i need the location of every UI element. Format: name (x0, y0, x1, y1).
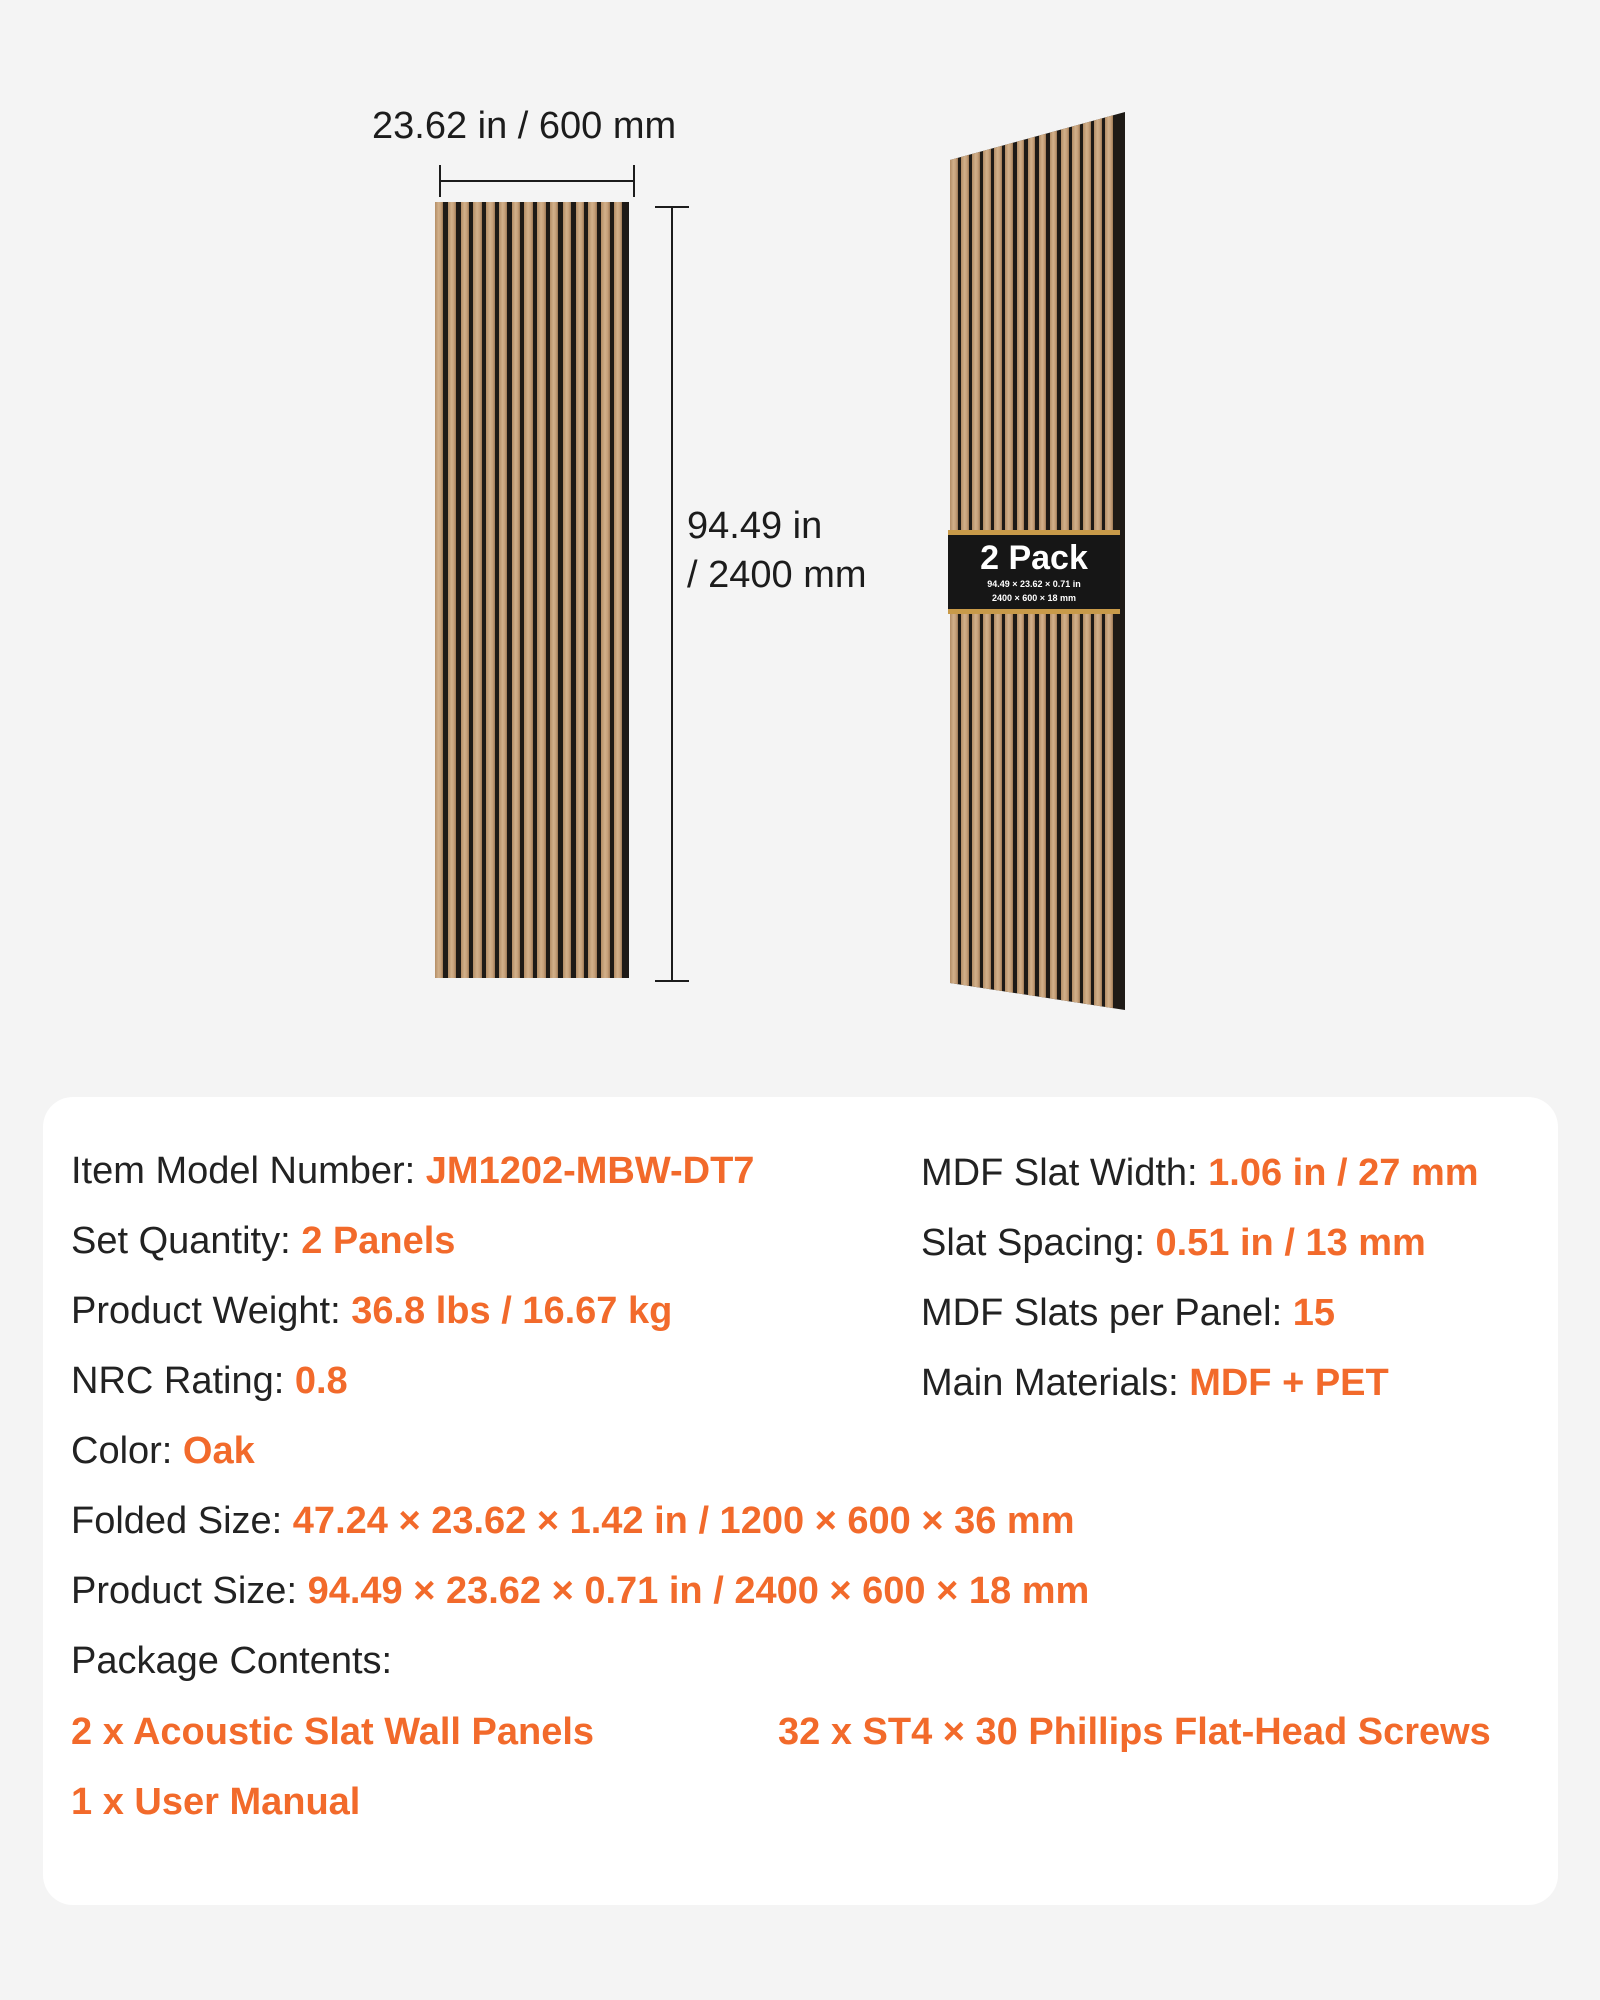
spec-materials (921, 1361, 1389, 1407)
wood-slat (576, 202, 584, 978)
height-label-line1: 94.49 in (687, 505, 823, 547)
spec-card (43, 1097, 1558, 1905)
spec-materials-value: MDF + PET (1189, 1362, 1389, 1404)
wood-slat (486, 202, 494, 978)
spec-folded-size-value: 47.24 × 23.62 × 1.42 in / 1200 × 600 × 36 mm (292, 1500, 1075, 1542)
spec-slat-width-value: 1.06 in / 27 mm (1208, 1152, 1479, 1194)
wood-slat (524, 202, 532, 978)
height-dimension-tick-bottom (655, 980, 689, 982)
front-view-panel-image (435, 202, 629, 978)
spec-slats-per-panel-label: MDF Slats per Panel: (921, 1292, 1293, 1334)
wood-slat (537, 202, 545, 978)
spec-slats-per-panel-value: 15 (1292, 1292, 1335, 1334)
pack-title: 2 Pack (980, 539, 1088, 577)
spec-weight-value: 36.8 lbs / 16.67 kg (351, 1290, 673, 1332)
wood-slat (601, 202, 609, 978)
package-item-screws: 32 x ST4 × 30 Phillips Flat-Head Screws (778, 1711, 1491, 1753)
spec-set-quantity-label: Set Quantity: (71, 1220, 302, 1262)
wood-slat (448, 202, 456, 978)
width-dimension-tick-right (633, 165, 635, 197)
spec-slat-spacing-value: 0.51 in / 13 mm (1155, 1222, 1426, 1264)
spec-folded-size (71, 1499, 1075, 1545)
pack-size-in: 94.49 × 23.62 × 0.71 in (987, 579, 1081, 589)
width-dimension-line (439, 180, 635, 182)
spec-color (71, 1429, 255, 1475)
spec-slat-spacing-label: Slat Spacing: (921, 1222, 1156, 1264)
wood-slat (588, 202, 596, 978)
spec-product-size (71, 1569, 1089, 1615)
spec-slat-width-label: MDF Slat Width: (921, 1152, 1209, 1194)
spec-nrc-label: NRC Rating: (71, 1360, 295, 1402)
pack-label-band (948, 530, 1120, 614)
spec-model-label: Item Model Number: (71, 1150, 426, 1192)
height-dimension-tick-top (655, 206, 689, 208)
spec-color-value: Oak (182, 1430, 255, 1472)
spec-materials-label: Main Materials: (921, 1362, 1190, 1404)
wood-slat (563, 202, 571, 978)
wood-slat (550, 202, 558, 978)
spec-model (71, 1149, 754, 1195)
height-label-line2: / 2400 mm (687, 554, 867, 597)
spec-set-quantity-value: 2 Panels (301, 1220, 456, 1262)
spec-slat-width (921, 1151, 1479, 1197)
spec-product-size-value: 94.49 × 23.62 × 0.71 in / 2400 × 600 × 18 mm (307, 1570, 1090, 1612)
height-dimension-line (671, 206, 673, 982)
spec-nrc (71, 1359, 348, 1405)
height-dimension-label (687, 502, 867, 601)
spec-nrc-value: 0.8 (294, 1360, 348, 1402)
spec-folded-size-label: Folded Size: (71, 1500, 293, 1542)
spec-set-quantity (71, 1219, 455, 1265)
wood-slat (512, 202, 520, 978)
wood-slat (499, 202, 507, 978)
spec-model-value: JM1202-MBW-DT7 (425, 1150, 755, 1192)
width-dimension-tick-left (439, 165, 441, 197)
wood-slat (435, 202, 443, 978)
spec-slat-spacing (921, 1221, 1426, 1267)
package-contents-label: Package Contents: (71, 1640, 393, 1682)
wood-slat (461, 202, 469, 978)
spec-slats-per-panel (921, 1291, 1335, 1337)
wood-slat (473, 202, 481, 978)
pack-size-mm: 2400 × 600 × 18 mm (991, 593, 1077, 604)
wood-slat (614, 202, 622, 978)
package-item-panels: 2 x Acoustic Slat Wall Panels (71, 1711, 595, 1753)
width-dimension-label: 23.62 in / 600 mm (372, 105, 677, 147)
package-item-manual: 1 x User Manual (71, 1781, 361, 1823)
package-contents-heading (71, 1639, 392, 1685)
spec-color-label: Color: (71, 1430, 183, 1472)
spec-product-size-label: Product Size: (71, 1570, 308, 1612)
spec-weight-label: Product Weight: (71, 1290, 352, 1332)
spec-weight (71, 1289, 672, 1335)
